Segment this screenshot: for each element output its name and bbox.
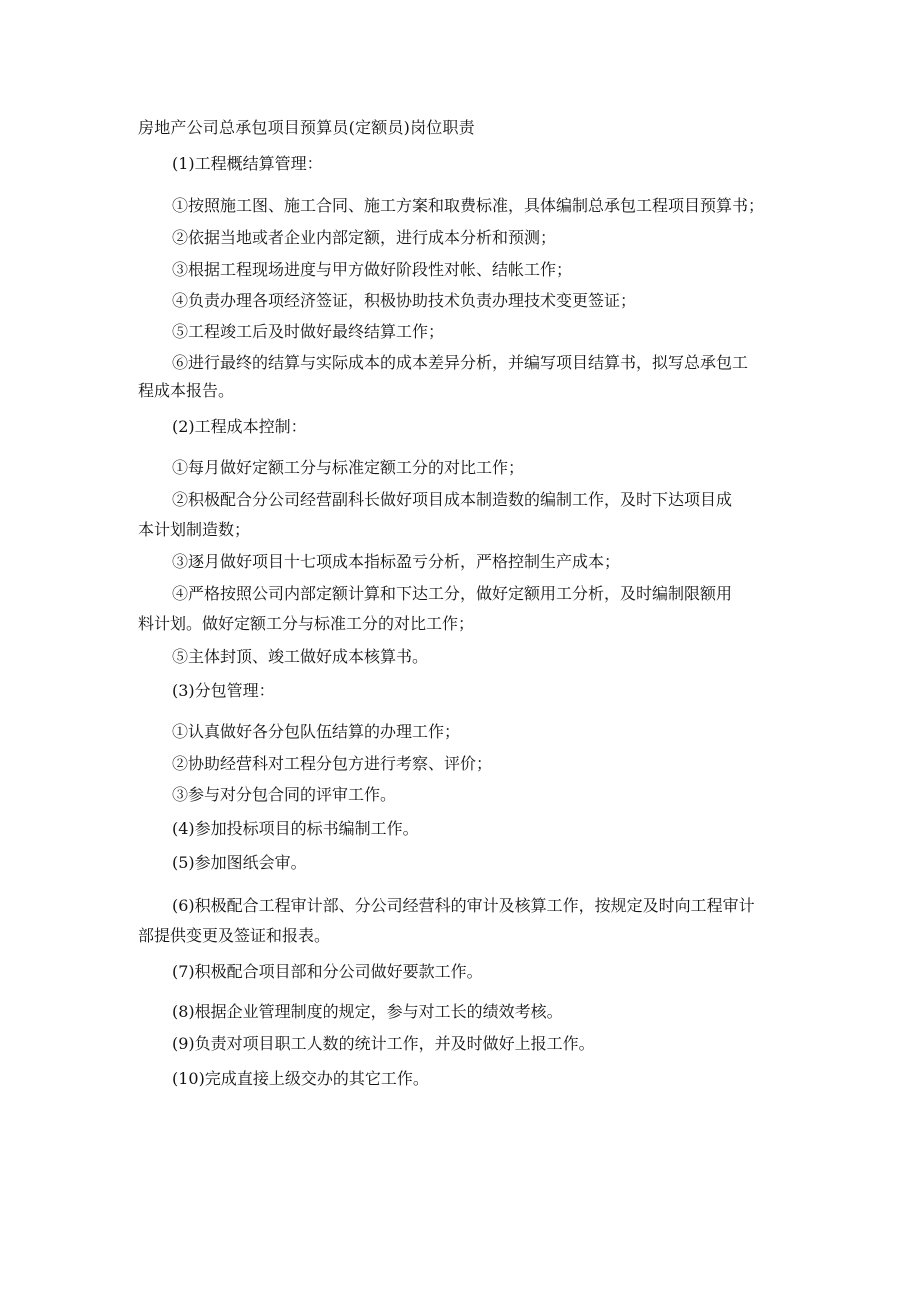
- paragraph-line: 料计划。做好定额工分与标准工分的对比工作；: [138, 614, 475, 633]
- section-5-heading: (5)参加图纸会审。: [172, 853, 307, 872]
- paragraph-line: 部提供变更及签证和报表。: [138, 926, 331, 945]
- paragraph-line: ②协助经营科对工程分包方进行考察、评价；: [172, 754, 493, 773]
- paragraph-line: ③逐月做好项目十七项成本指标盈亏分析，严格控制生产成本；: [172, 552, 621, 571]
- section-6-heading: (6)积极配合工程审计部、分公司经营科的审计及核算工作，按规定及时向工程审计: [172, 896, 755, 915]
- paragraph-line: ①每月做好定额工分与标准定额工分的对比工作；: [172, 458, 525, 477]
- section-1-heading: (1)工程概结算管理：: [172, 154, 323, 173]
- paragraph-line: ①认真做好各分包队伍结算的办理工作；: [172, 722, 461, 741]
- section-10-heading: (10)完成直接上级交办的其它工作。: [172, 1069, 429, 1088]
- section-4-heading: (4)参加投标项目的标书编制工作。: [172, 819, 419, 838]
- paragraph-line: 程成本报告。: [138, 381, 235, 400]
- paragraph-line: ③根据工程现场进度与甲方做好阶段性对帐、结帐工作；: [172, 260, 573, 279]
- paragraph-line: ①按照施工图、施工合同、施工方案和取费标准，具体编制总承包工程项目预算书；: [172, 196, 765, 215]
- section-2-heading: (2)工程成本控制：: [172, 417, 307, 436]
- document-title: 房地产公司总承包项目预算员(定额员)岗位职责: [138, 118, 475, 137]
- section-8-heading: (8)根据企业管理制度的规定，参与对工长的绩效考核。: [172, 1002, 563, 1021]
- paragraph-line: ③参与对分包合同的评审工作。: [172, 785, 397, 804]
- section-9-heading: (9)负责对项目职工人数的统计工作，并及时做好上报工作。: [172, 1034, 595, 1053]
- paragraph-line: 本计划制造数；: [138, 520, 251, 539]
- section-3-heading: (3)分包管理：: [172, 681, 275, 700]
- paragraph-line: ②依据当地或者企业内部定额，进行成本分析和预测；: [172, 228, 557, 247]
- paragraph-line: ⑤主体封顶、竣工做好成本核算书。: [172, 647, 429, 666]
- paragraph-line: ④负责办理各项经济签证，积极协助技术负责办理技术变更签证；: [172, 291, 637, 310]
- paragraph-line: ②积极配合分公司经营副科长做好项目成本制造数的编制工作，及时下达项目成: [172, 490, 733, 509]
- paragraph-line: ④严格按照公司内部定额计算和下达工分，做好定额用工分析，及时编制限额用: [172, 584, 733, 603]
- paragraph-line: ⑥进行最终的结算与实际成本的成本差异分析，并编写项目结算书，拟写总承包工: [172, 353, 749, 372]
- section-7-heading: (7)积极配合项目部和分公司做好要款工作。: [172, 962, 483, 981]
- paragraph-line: ⑤工程竣工后及时做好最终结算工作；: [172, 322, 445, 341]
